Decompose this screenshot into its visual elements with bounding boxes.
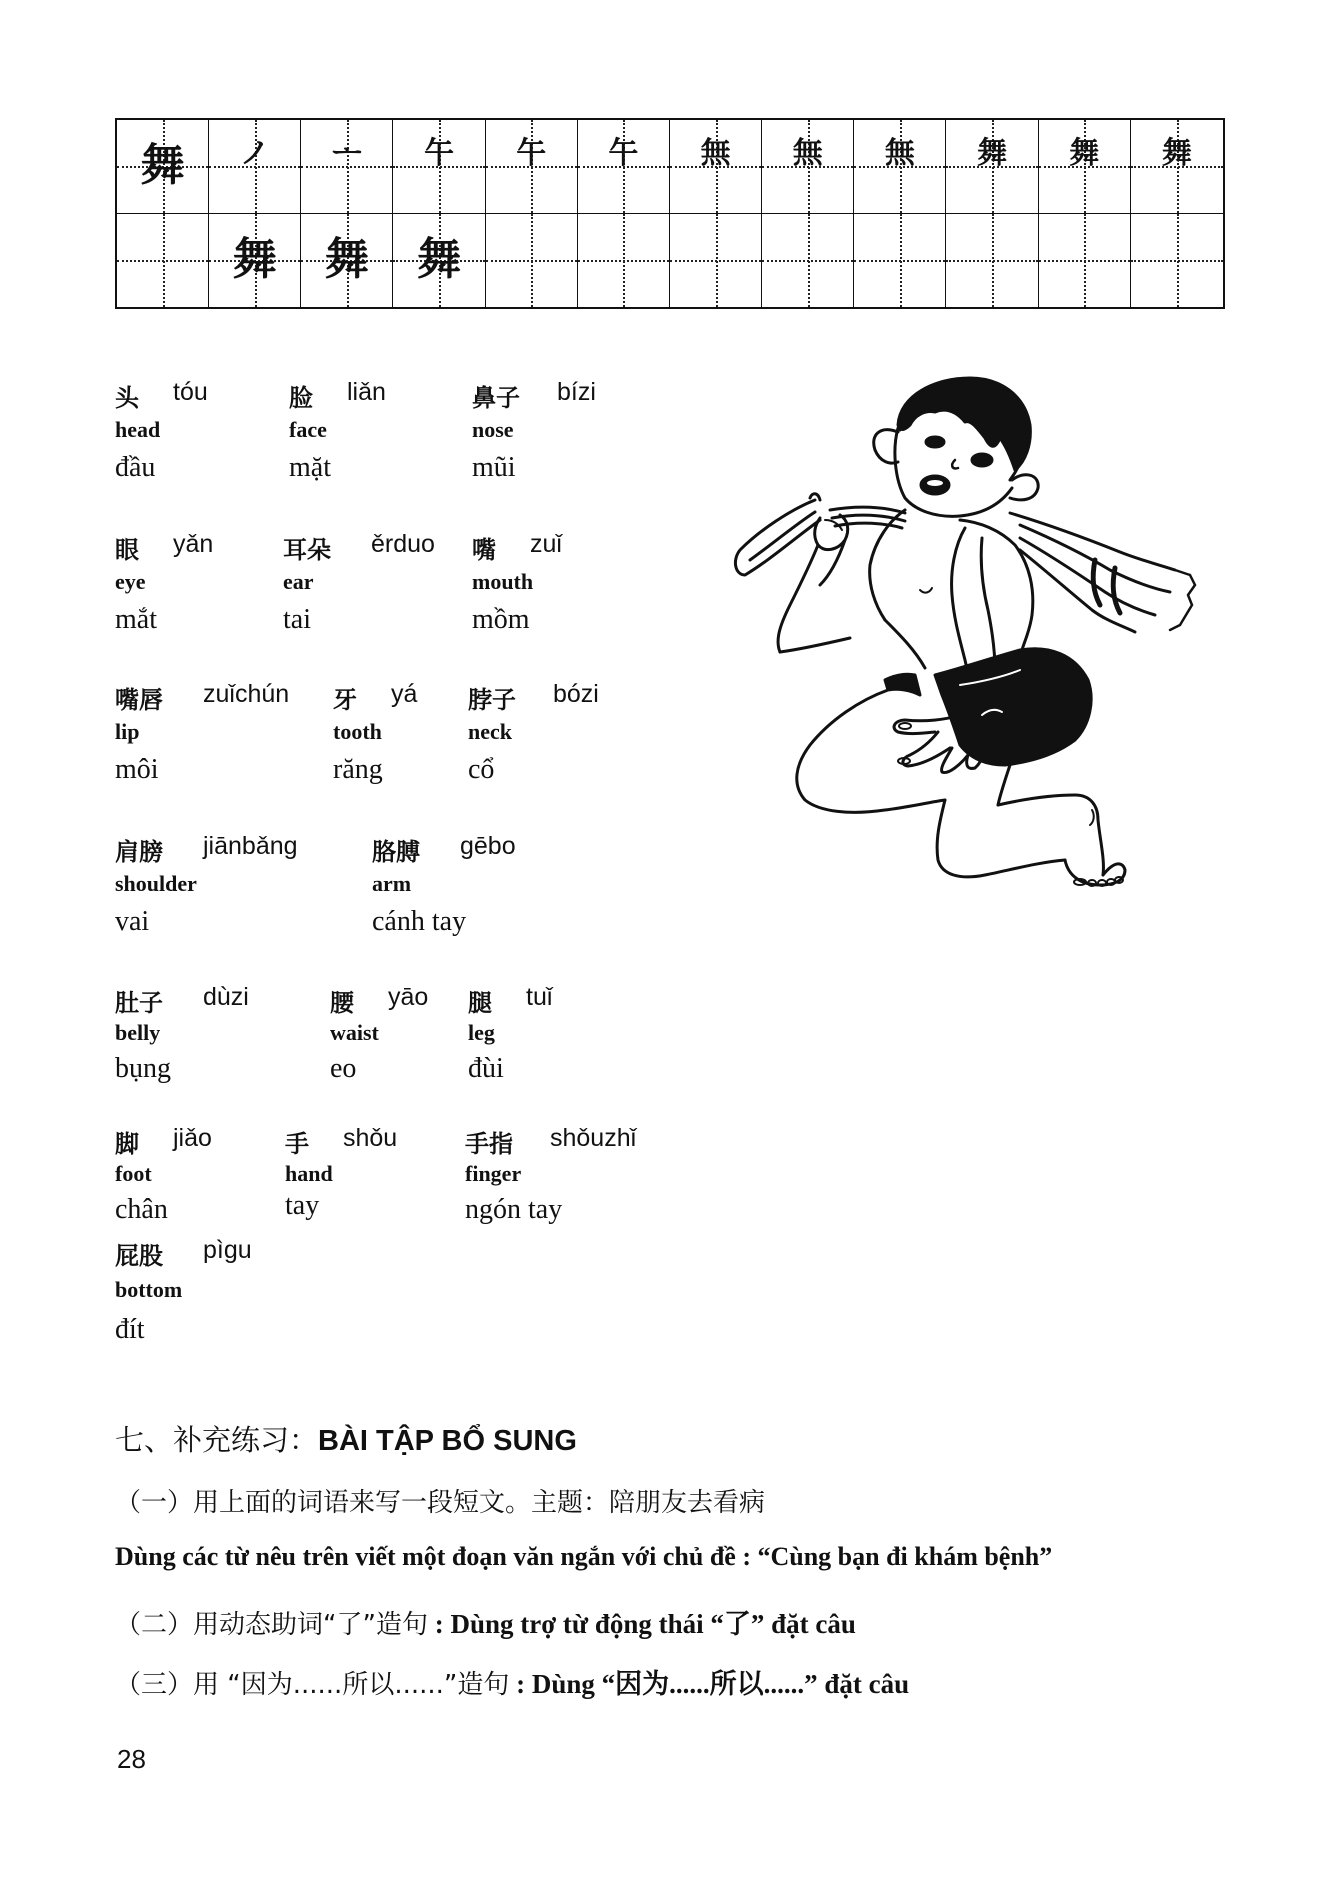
hanzi: 脸	[289, 384, 313, 412]
grid-cell	[946, 214, 1038, 308]
exercise-item-2	[115, 1602, 856, 1641]
grid-cell: 無	[854, 120, 946, 214]
grid-cell: 舞	[209, 214, 301, 308]
vietnamese-gloss: tay	[285, 1190, 320, 1221]
grid-cell: 舞	[1131, 120, 1223, 214]
vietnamese-gloss: ngón tay	[465, 1194, 563, 1225]
pinyin: gēbo	[460, 832, 516, 860]
grid-cell	[578, 214, 670, 308]
vocab-item-head	[115, 378, 208, 488]
vietnamese-gloss: đùi	[468, 1053, 504, 1084]
exercise-zh: （二）用动态助词“了”造句	[115, 1610, 428, 1640]
vocab-item-shoulder	[115, 832, 298, 942]
vocab-item-nose	[472, 378, 596, 488]
grid-cell: 午	[486, 120, 578, 214]
exercise-item-1	[115, 1482, 765, 1519]
hanzi: 腰	[330, 989, 354, 1017]
vocab-item-foot	[115, 1124, 212, 1230]
hanzi: 鼻子	[472, 384, 520, 412]
exercise-item-3	[115, 1662, 909, 1701]
grid-cell	[1131, 214, 1223, 308]
grid-cell: ᅩ	[301, 120, 393, 214]
pinyin: yāo	[388, 983, 429, 1011]
section-title-zh: 七、补充练习：	[115, 1423, 319, 1457]
grid-cell: 午	[393, 120, 485, 214]
hanzi: 耳朵	[283, 536, 331, 564]
hanzi: 肚子	[115, 989, 163, 1017]
hanzi: 牙	[333, 686, 357, 714]
grid-cell: 無	[670, 120, 762, 214]
english-gloss: leg	[468, 1020, 495, 1045]
exercise-vi: Dùng các từ nêu trên viết một đoạn văn ngắn với chủ đề : “Cùng bạn đi khám bệnh”	[115, 1542, 1053, 1571]
english-gloss: ear	[283, 569, 314, 594]
vietnamese-gloss: eo	[330, 1053, 357, 1084]
stroke-order-grid	[115, 118, 1225, 309]
vocab-item-belly	[115, 983, 249, 1089]
vietnamese-gloss: mồm	[472, 604, 530, 635]
grid-cell: 舞	[301, 214, 393, 308]
hanzi: 头	[115, 384, 139, 412]
pinyin: pìgu	[203, 1236, 252, 1264]
hanzi: 脖子	[468, 686, 516, 714]
hanzi: 眼	[115, 536, 139, 564]
hanzi: 脚	[115, 1130, 139, 1158]
hanzi: 嘴唇	[115, 686, 163, 714]
grid-cell	[486, 214, 578, 308]
vocab-item-finger	[465, 1124, 637, 1230]
vocab-item-mouth	[472, 530, 562, 640]
pinyin: dùzi	[203, 983, 249, 1011]
pinyin: shǒuzhǐ	[550, 1124, 637, 1152]
exercise-vi: : Dùng trợ từ động thái “了” đặt câu	[427, 1609, 856, 1639]
grid-cell: 午	[578, 120, 670, 214]
pinyin: zuǐ	[530, 530, 562, 558]
vietnamese-gloss: cổ	[468, 754, 495, 785]
english-gloss: hand	[285, 1161, 333, 1186]
english-gloss: eye	[115, 569, 146, 594]
pinyin: bózi	[553, 680, 599, 708]
english-gloss: neck	[468, 719, 512, 744]
english-gloss: head	[115, 417, 161, 442]
pinyin: shǒu	[343, 1124, 398, 1152]
grid-cell	[117, 214, 209, 308]
english-gloss: shoulder	[115, 871, 197, 896]
grid-cell: 舞	[1039, 120, 1131, 214]
vocab-item-leg	[468, 983, 553, 1089]
page-number: 28	[117, 1744, 146, 1774]
pinyin: yá	[391, 680, 418, 708]
english-gloss: bottom	[115, 1277, 183, 1302]
grid-cell	[854, 214, 946, 308]
vietnamese-gloss: bụng	[115, 1053, 171, 1084]
vocab-item-arm	[372, 832, 516, 942]
exercise-item-1-translation	[115, 1542, 1052, 1572]
hanzi: 手	[285, 1130, 309, 1158]
vocab-item-neck	[468, 680, 599, 790]
hanzi: 腿	[468, 989, 492, 1017]
grid-cell: 無	[762, 120, 854, 214]
vietnamese-gloss: mắt	[115, 604, 157, 635]
boy-illustration	[720, 370, 1240, 1070]
pinyin: liǎn	[347, 378, 386, 406]
vocab-item-ear	[283, 530, 435, 640]
hanzi: 嘴	[472, 536, 496, 564]
vietnamese-gloss: mặt	[289, 452, 331, 483]
english-gloss: foot	[115, 1161, 152, 1186]
grid-cell: 舞	[117, 120, 209, 214]
english-gloss: mouth	[472, 569, 534, 594]
english-gloss: tooth	[333, 719, 382, 744]
vietnamese-gloss: mũi	[472, 452, 516, 483]
grid-cell: 舞	[946, 120, 1038, 214]
grid-cell: ノ	[209, 120, 301, 214]
english-gloss: face	[289, 417, 327, 442]
vocab-item-waist	[330, 983, 429, 1089]
vocab-item-face	[289, 378, 386, 488]
pinyin: ěrduo	[371, 530, 435, 558]
pinyin: tóu	[173, 378, 208, 406]
vocab-item-eye	[115, 530, 214, 640]
section-title-vi: BÀI TẬP BỔ SUNG	[318, 1425, 577, 1457]
pinyin: bízi	[557, 378, 596, 406]
pinyin: tuǐ	[526, 983, 553, 1011]
vocab-item-bottom	[115, 1236, 252, 1350]
vietnamese-gloss: răng	[333, 754, 383, 785]
vietnamese-gloss: chân	[115, 1194, 168, 1225]
hanzi: 胳膊	[372, 838, 420, 866]
vietnamese-gloss: đầu	[115, 452, 156, 483]
vietnamese-gloss: đít	[115, 1314, 145, 1345]
hanzi: 屁股	[115, 1242, 163, 1270]
english-gloss: waist	[330, 1020, 379, 1045]
vocab-item-lip	[115, 680, 290, 790]
hanzi: 肩膀	[115, 838, 163, 866]
pinyin: jiānbǎng	[203, 832, 298, 860]
exercise-zh: （一）用上面的词语来写一段短文。主题：陪朋友去看病	[115, 1488, 766, 1518]
grid-cell	[1039, 214, 1131, 308]
pinyin: zuǐchún	[203, 680, 290, 708]
english-gloss: arm	[372, 871, 412, 896]
english-gloss: nose	[472, 417, 514, 442]
pinyin: jiǎo	[173, 1124, 212, 1152]
grid-cell	[670, 214, 762, 308]
pinyin: yǎn	[173, 530, 214, 558]
vietnamese-gloss: vai	[115, 906, 150, 937]
english-gloss: belly	[115, 1020, 161, 1045]
vietnamese-gloss: môi	[115, 754, 159, 785]
english-gloss: finger	[465, 1161, 522, 1186]
exercise-zh: （三）用 “因为......所以......”造句	[115, 1670, 510, 1700]
grid-cell: 舞	[393, 214, 485, 308]
vietnamese-gloss: cánh tay	[372, 906, 467, 937]
exercise-vi: : Dùng “因为......所以......” đặt câu	[509, 1669, 910, 1699]
section-title	[115, 1418, 577, 1459]
vocab-item-tooth	[333, 680, 418, 790]
english-gloss: lip	[115, 719, 140, 744]
vietnamese-gloss: tai	[283, 604, 311, 635]
vocab-item-hand	[285, 1124, 398, 1226]
hanzi: 手指	[465, 1130, 513, 1158]
grid-cell	[762, 214, 854, 308]
